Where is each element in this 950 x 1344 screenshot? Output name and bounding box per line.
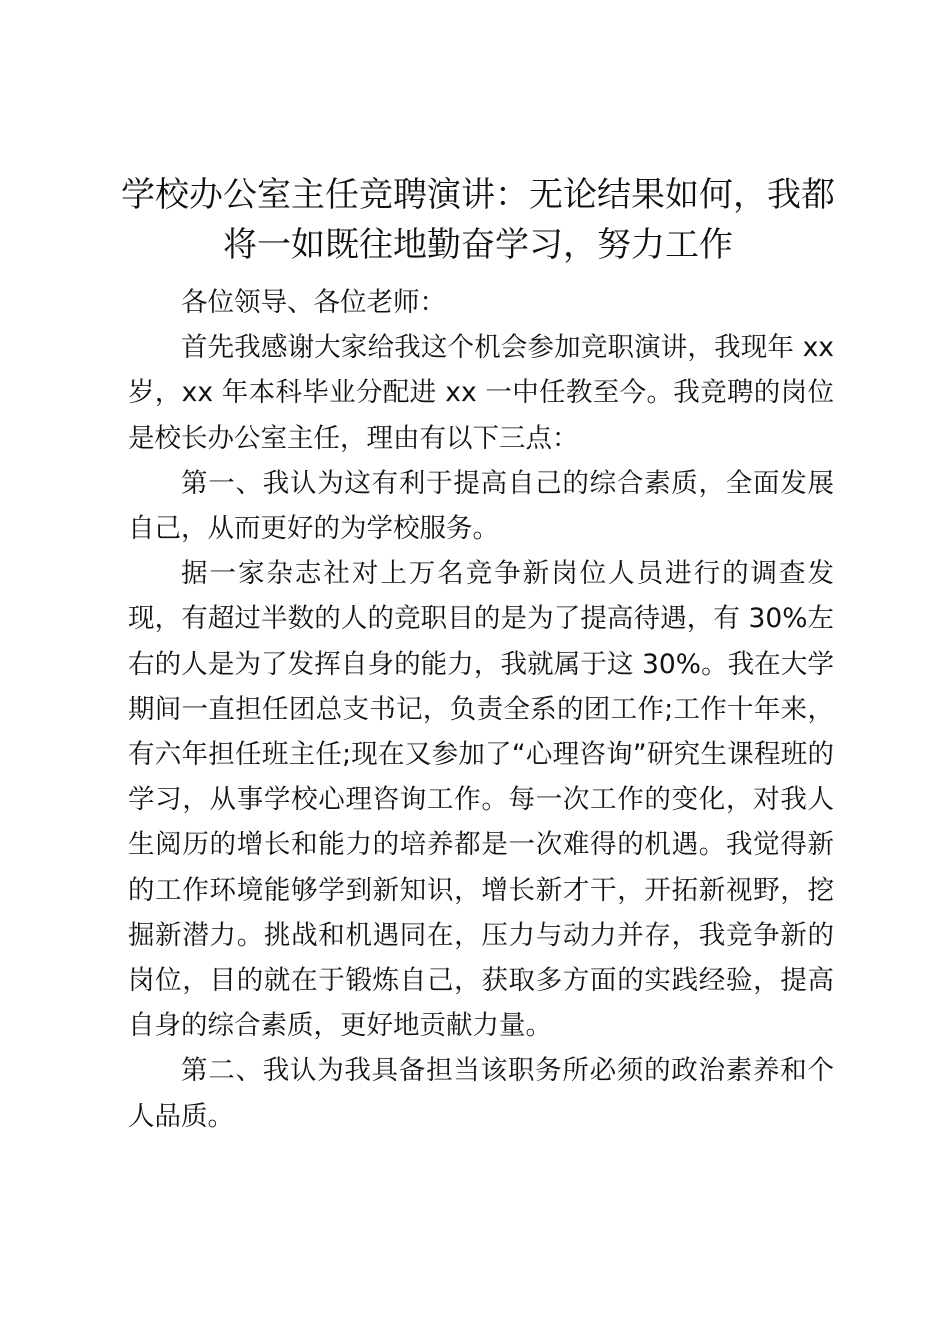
reason-one-paragraph: 第一、我认为这有利于提高自己的综合素质，全面发展自己，从而更好的为学校服务。: [128, 467, 834, 545]
intro-paragraph: 首先我感谢大家给我这个机会参加竞职演讲，我现年 xx 岁，xx 年本科毕业分配进 xx 一中任教至今。我竞聘的岗位是校长办公室主任，理由有以下三点：: [128, 332, 834, 454]
document-body: [128, 280, 834, 1139]
document-title: 学校办公室主任竞聘演讲：无论结果如何，我都将一如既往地勤奋学习，努力工作: [121, 175, 835, 265]
salutation-paragraph: 各位领导、各位老师：: [181, 287, 446, 318]
survey-paragraph: 据一家杂志社对上万名竞争新岗位人员进行的调查发现，有超过半数的人的竞职目的是为了提高待遇，有 30%左右的人是为了发挥自身的能力，我就属于这 30%。我在大学期间一直担任团总支书记，负责全系的团工作;工作十年来，有六年担任班主任;现在又参加了“心理咨询”研究生课程班的学习，从事学校心理咨询工作。每一次工作的变化，对我人生阅历的增长和能力的培养都是一次难得的机遇。我觉得新的工作环境能够学到新知识，增长新才干，开拓新视野，挖掘新潜力。挑战和机遇同在，压力与动力并存，我竞争新的岗位，目的就在于锻炼自己，获取多方面的实践经验，提高自身的综合素质，更好地贡献力量。: [128, 558, 834, 1042]
reason-two-paragraph: 第二、我认为我具备担当该职务所必须的政治素养和个人品质。: [128, 1055, 834, 1132]
